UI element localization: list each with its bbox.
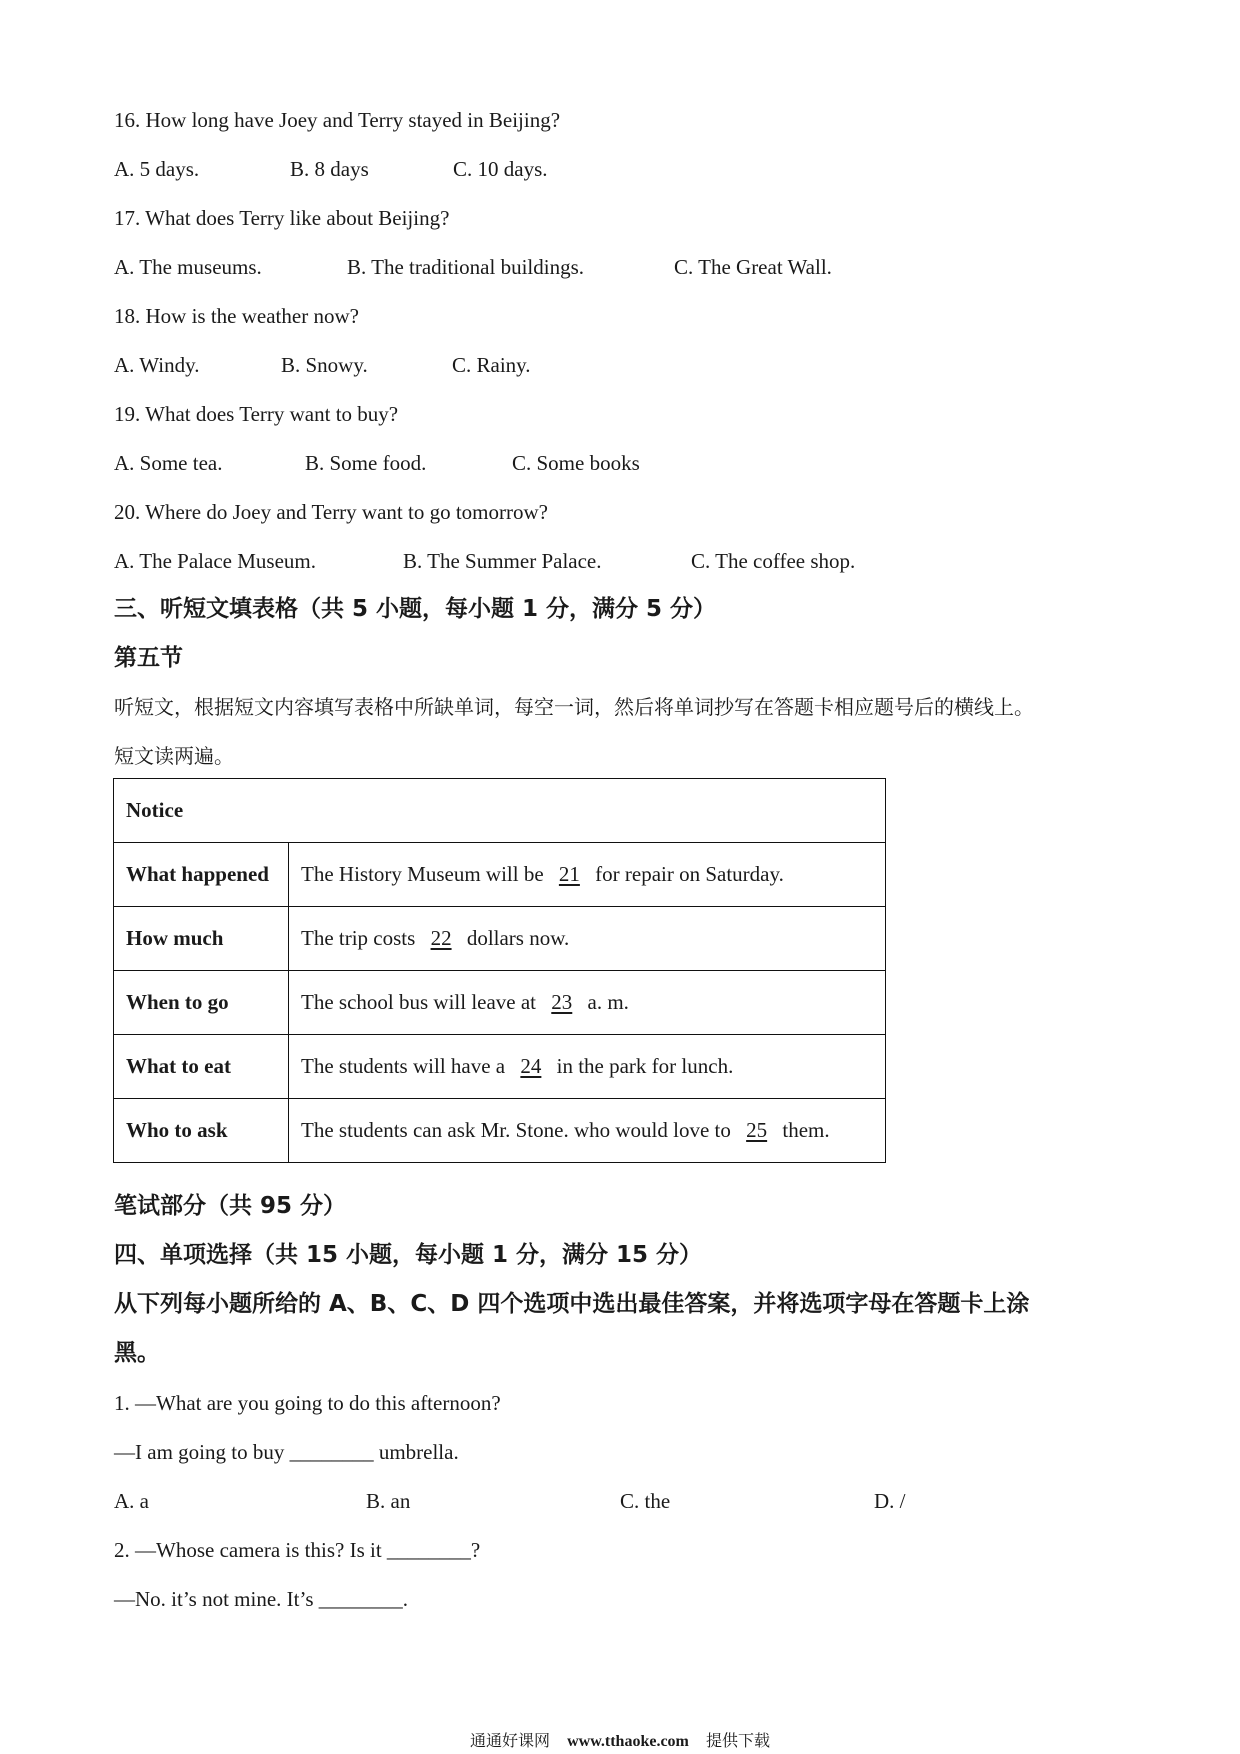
footer-note: 提供下载 (705, 1731, 770, 1750)
q18-option-b: B. Snowy. (281, 353, 368, 377)
table-row (114, 843, 886, 907)
row-content (289, 1099, 886, 1163)
q1-option-d: D. / (874, 1489, 906, 1513)
table-title: Notice (114, 779, 886, 843)
table-row (114, 971, 886, 1035)
blank-25: 25 (746, 1118, 768, 1142)
table-row (114, 1099, 886, 1163)
row-content (289, 1035, 886, 1099)
page-footer (0, 1728, 1240, 1751)
q17-option-c: C. The Great Wall. (674, 255, 832, 279)
q1-option-a: A. a (114, 1489, 149, 1513)
section-4-instruction-cont: 黑。 (114, 1340, 160, 1366)
question-2-response: —No. it’s not mine. It’s ________. (114, 1587, 408, 1611)
section-4-instruction: 从下列每小题所给的 A、B、C、D 四个选项中选出最佳答案，并将选项字母在答题卡上涂 (114, 1291, 1030, 1317)
row-content (289, 843, 886, 907)
section-3-instruction: 听短文，根据短文内容填写表格中所缺单词，每空一词，然后将单词抄写在答题卡相应题号后的横线上。 (114, 695, 1034, 719)
footer-site-name: 通通好课网 (470, 1731, 551, 1750)
row-text-pre: The students will have a (301, 1054, 506, 1078)
row-label: What happened (114, 843, 289, 907)
row-text-post: in the park for lunch. (556, 1054, 734, 1078)
q1-option-c: C. the (620, 1489, 671, 1513)
row-label: How much (114, 907, 289, 971)
q20-option-c: C. The coffee shop. (691, 549, 856, 573)
row-text-pre: The school bus will leave at (301, 990, 537, 1014)
q16-option-b: B. 8 days (290, 157, 369, 181)
table-row (114, 907, 886, 971)
section-4-heading: 四、单项选择（共 15 小题，每小题 1 分，满分 15 分） (114, 1242, 703, 1268)
q17-option-a: A. The museums. (114, 255, 262, 279)
q18-option-c: C. Rainy. (452, 353, 531, 377)
section-3-heading: 三、听短文填表格（共 5 小题，每小题 1 分，满分 5 分） (114, 596, 717, 622)
q16-option-c: C. 10 days. (453, 157, 548, 181)
q16-option-a: A. 5 days. (114, 157, 200, 181)
row-label: When to go (114, 971, 289, 1035)
blank-23: 23 (551, 990, 573, 1014)
q17-option-b: B. The traditional buildings. (347, 255, 585, 279)
row-label: What to eat (114, 1035, 289, 1099)
section-3-instruction-cont: 短文读两遍。 (114, 744, 234, 768)
notice-table (113, 778, 886, 1163)
q19-option-a: A. Some tea. (114, 451, 223, 475)
question-19: 19. What does Terry want to buy? (114, 402, 399, 426)
footer-url[interactable]: www.tthaoke.com (567, 1733, 689, 1750)
section-3-subheading: 第五节 (114, 645, 183, 671)
q18-option-a: A. Windy. (114, 353, 200, 377)
q19-option-b: B. Some food. (305, 451, 427, 475)
question-1: 1. —What are you going to do this afternoon? (114, 1391, 501, 1415)
row-text-pre: The students can ask Mr. Stone. who would love to (301, 1118, 731, 1142)
written-part-heading: 笔试部分（共 95 分） (114, 1193, 347, 1219)
question-20: 20. Where do Joey and Terry want to go tomorrow? (114, 500, 548, 524)
blank-24: 24 (520, 1054, 542, 1078)
question-16: 16. How long have Joey and Terry stayed in Beijing? (114, 108, 561, 132)
row-text-post: dollars now. (466, 926, 570, 950)
q1-option-b: B. an (366, 1489, 411, 1513)
table-title-row (114, 779, 886, 843)
question-2: 2. —Whose camera is this? Is it ________? (114, 1538, 481, 1562)
row-text-pre: The History Museum will be (301, 862, 544, 886)
blank-21: 21 (558, 862, 580, 886)
question-18: 18. How is the weather now? (114, 304, 359, 328)
q20-option-a: A. The Palace Museum. (114, 549, 316, 573)
row-label: Who to ask (114, 1099, 289, 1163)
row-text-pre: The trip costs (301, 926, 416, 950)
row-text-post: them. (782, 1118, 830, 1142)
question-17: 17. What does Terry like about Beijing? (114, 206, 450, 230)
question-1-response: —I am going to buy ________ umbrella. (114, 1440, 459, 1464)
row-content (289, 971, 886, 1035)
row-content (289, 907, 886, 971)
q20-option-b: B. The Summer Palace. (403, 549, 602, 573)
blank-22: 22 (430, 926, 452, 950)
q19-option-c: C. Some books (512, 451, 640, 475)
table-row (114, 1035, 886, 1099)
row-text-post: a. m. (587, 990, 629, 1014)
row-text-post: for repair on Saturday. (595, 862, 784, 886)
